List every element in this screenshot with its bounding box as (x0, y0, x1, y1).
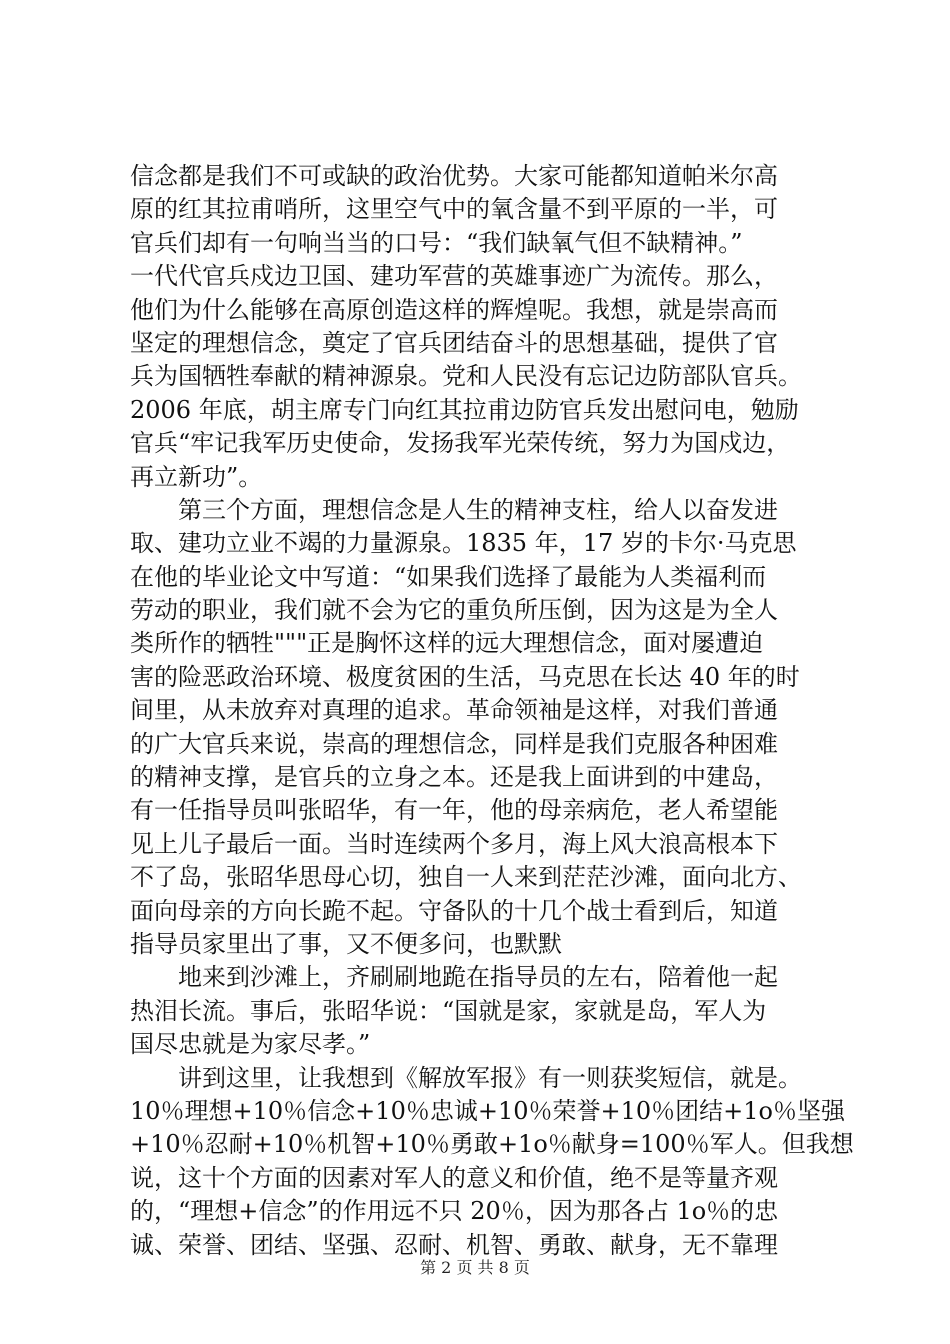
text-line: 国尽忠就是为家尽孝。” (130, 1030, 371, 1059)
text-line: 面向母亲的方向长跪不起。守备队的十几个战士看到后，知道 (130, 896, 778, 925)
text-line: 讲到这里，让我想到《解放军报》有一则获奖短信，就是。 (130, 1063, 802, 1092)
text-line: 取、建功立业不竭的力量源泉。1835 年，17 岁的卡尔·马克思 (130, 529, 797, 558)
text-line: 坚定的理想信念，奠定了官兵团结奋斗的思想基础，提供了官 (130, 328, 778, 357)
text-line: 诚、荣誉、团结、坚强、忍耐、机智、勇敢、献身，无不靠理 (130, 1230, 778, 1259)
text-line: 第三个方面，理想信念是人生的精神支柱，给人以奋发进 (130, 495, 778, 524)
text-line: +10％忍耐+10％机智+10％勇敢+1o％献身=100％军人。但我想 (130, 1130, 854, 1159)
page-number-footer: 第 2 页 共 8 页 (420, 1258, 530, 1277)
text-line: 有一任指导员叫张昭华，有一年，他的母亲病危，老人希望能 (130, 796, 778, 825)
text-line: 他们为什么能够在高原创造这样的辉煌呢。我想，就是崇高而 (130, 295, 778, 324)
text-line: 类所作的牺牲"""正是胸怀这样的远大理想信念，面对屡遭迫 (130, 629, 764, 658)
text-line: 害的险恶政治环境、极度贫困的生活，马克思在长达 40 年的时 (130, 662, 800, 691)
text-line: 信念都是我们不可或缺的政治优势。大家可能都知道帕米尔高 (130, 162, 778, 190)
text-line: 的精神支撑，是官兵的立身之本。还是我上面讲到的中建岛， (130, 763, 778, 792)
text-line: 2006 年底，胡主席专门向红其拉甫边防官兵发出慰问电，勉励 (130, 395, 799, 424)
text-line: 指导员家里出了事，又不便多问，也默默 (130, 929, 562, 958)
body-text (130, 160, 854, 1262)
text-line: 说，这十个方面的因素对军人的意义和价值，绝不是等量齐观 (130, 1163, 778, 1192)
text-line: 官兵们却有一句响当当的口号：“我们缺氧气但不缺精神。” (130, 228, 743, 257)
text-line: 10％理想+10％信念+10％忠诚+10％荣誉+10％团结+1o％坚强 (130, 1096, 845, 1125)
text-line: 一代代官兵戍边卫国、建功军营的英雄事迹广为流传。那么， (130, 262, 778, 291)
text-line: 劳动的职业，我们就不会为它的重负所压倒，因为这是为全人 (130, 596, 778, 625)
text-line: 地来到沙滩上，齐刷刷地跪在指导员的左右，陪着他一起 (130, 963, 778, 992)
text-line: 原的红其拉甫哨所，这里空气中的氧含量不到平原的一半，可 (130, 195, 778, 224)
text-line: 的广大官兵来说，崇高的理想信念，同样是我们克服各种困难 (130, 729, 778, 758)
text-line: 再立新功”。 (130, 462, 263, 491)
text-line: 间里，从未放弃对真理的追求。革命领袖是这样，对我们普通 (130, 696, 778, 725)
text-line: 兵为国牺牲奉献的精神源泉。党和人民没有忘记边防部队官兵。 (130, 362, 802, 391)
text-line: 不了岛，张昭华思母心切，独自一人来到茫茫沙滩，面向北方、 (130, 863, 802, 892)
text-line: 在他的毕业论文中写道：“如果我们选择了最能为人类福利而 (130, 562, 767, 591)
text-line: 的，“理想+信念”的作用远不只 20％，因为那各占 1o％的忠 (130, 1197, 779, 1226)
text-line: 见上儿子最后一面。当时连续两个多月，海上风大浪高根本下 (130, 829, 778, 858)
text-line: 官兵“牢记我军历史使命，发扬我军光荣传统，努力为国戍边， (130, 429, 791, 458)
text-line: 热泪长流。事后，张昭华说：“国就是家，家就是岛，军人为 (130, 996, 767, 1025)
